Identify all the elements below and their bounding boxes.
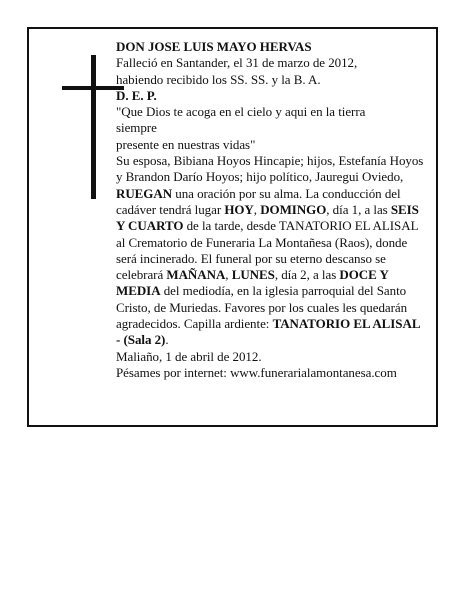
cross-vertical-bar [91, 55, 96, 199]
monday-word: LUNES [231, 267, 275, 283]
sunday-word: DOMINGO [260, 201, 327, 217]
obituary-notice [27, 27, 438, 427]
death-line-1: Falleció en Santander, el 31 de marzo de 2012, [116, 55, 358, 71]
obituary-text [116, 39, 424, 381]
death-line-2: habiendo recibido los SS. SS. y la B. A. [116, 71, 321, 87]
service-text-1: una oración por su alma. La conducción del cadáver tendrá lugar [116, 185, 401, 217]
deceased-name: DON JOSE LUIS MAYO HERVAS [116, 39, 312, 54]
twelve-thirty-time: DOCE Y MEDIA [116, 267, 389, 299]
chapel-location: TANATORIO EL ALISAL - (Sala 2) [116, 316, 420, 348]
six-fifteen-time: SEIS Y CUARTO [116, 201, 419, 234]
service-text-5: del mediodía, en la iglesia parroquial del Santo Cristo, de Muriedas. Favores por los cuales les quedarán agradecidos. Capilla ardiente: [116, 283, 408, 332]
family-members: Su esposa, Bibiana Hoyos Hincapie; hijos, Estefanía Hoyos y Brandon Darío Hoyos; hijo político, Jauregui Oviedo, [116, 153, 424, 185]
condolences-website: Pésames por internet: www.funerarialamontanesa.com [116, 364, 397, 380]
memorial-quote [116, 104, 424, 153]
cross-horizontal-bar [62, 86, 124, 90]
service-period: . [165, 332, 169, 348]
rip-text: D. E. P. [116, 87, 157, 103]
tomorrow-word: MAÑANA [166, 267, 226, 283]
service-text-4: , día 2, a las [274, 267, 340, 283]
place-date: Maliaño, 1 de abril de 2012. [116, 348, 262, 364]
service-information [116, 186, 424, 349]
service-text-2: , día 1, a las [326, 201, 391, 217]
service-comma-2: , [225, 267, 232, 283]
quote-line-1: "Que Dios te acoga en el cielo y aqui en la tierra [116, 104, 366, 120]
service-comma-1: , [253, 201, 261, 217]
today-word: HOY [224, 201, 254, 217]
service-text-3: de la tarde, desde TANATORIO EL ALISAL al Crematorio de Funeraria La Montañesa (Raos), donde será incinerado. El funeral por su eterno descanso se celebrará [116, 218, 418, 283]
request-word: RUEGAN [116, 185, 173, 201]
death-information [116, 55, 424, 88]
cross-icon [62, 55, 124, 199]
quote-line-3: presente en nuestras vidas" [116, 136, 256, 152]
quote-line-2: siempre [116, 120, 157, 136]
